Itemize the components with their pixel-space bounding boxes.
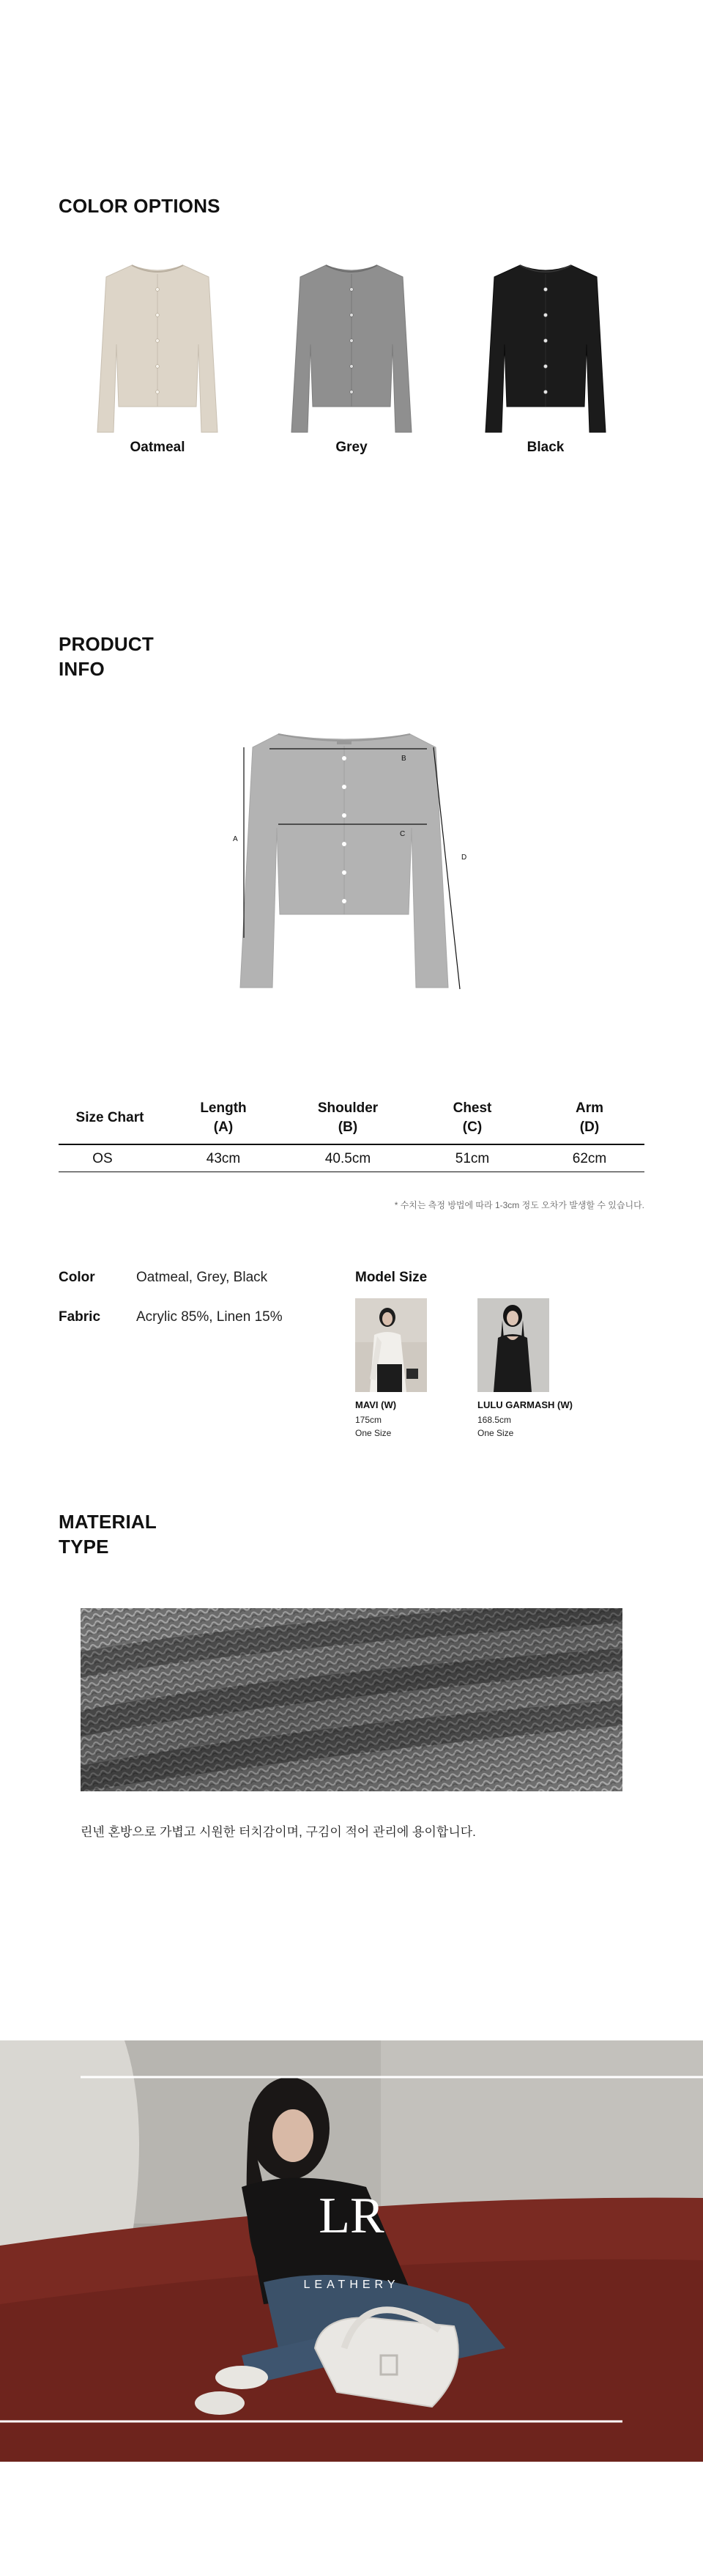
size-chart-header xyxy=(535,1099,644,1137)
model-height-2: 168.5cm xyxy=(477,1415,512,1425)
material-description: 린넨 혼방으로 가볍고 시원한 터치감이며, 구김이 적어 관리에 용이합니다. xyxy=(81,1825,476,1839)
fabric-value: Acrylic 85%, Linen 15% xyxy=(136,1309,283,1325)
product-info-title xyxy=(59,632,154,681)
cell-shoulder: 40.5cm xyxy=(324,1151,371,1166)
header-size-chart: Size Chart xyxy=(75,1110,144,1125)
model-size-title: Model Size xyxy=(355,1270,428,1285)
model-photo-lulu-garmash xyxy=(477,1298,549,1392)
diagram-label-b: B xyxy=(401,755,406,763)
material-title-line2: TYPE xyxy=(59,1536,109,1558)
cardigan-oatmeal-image xyxy=(92,256,223,440)
diagram-label-c: C xyxy=(400,830,406,838)
header-chest-code: (C) xyxy=(462,1119,483,1135)
header-shoulder-code: (B) xyxy=(338,1119,358,1135)
header-arm-code: (D) xyxy=(579,1119,600,1135)
model-photo-mavi xyxy=(355,1298,427,1392)
size-chart-header-row xyxy=(59,1092,644,1145)
size-chart-table xyxy=(59,1092,644,1172)
cell-arm: 62cm xyxy=(572,1151,607,1166)
color-options-title: COLOR OPTIONS xyxy=(59,195,220,217)
color-label-grey: Grey xyxy=(335,440,368,455)
cell-chest: 51cm xyxy=(455,1151,490,1166)
cell-size: OS xyxy=(92,1151,113,1166)
material-type-title xyxy=(59,1509,157,1559)
brand-wordmark: LEATHERY xyxy=(303,2279,400,2291)
header-shoulder: Shoulder xyxy=(317,1100,379,1116)
cell-length: 43cm xyxy=(206,1151,241,1166)
diagram-label-a: A xyxy=(233,835,238,843)
table-row xyxy=(59,1145,644,1172)
product-info-title-line1: PRODUCT xyxy=(59,633,154,655)
header-length-code: (A) xyxy=(213,1119,234,1135)
model-size-1: One Size xyxy=(355,1428,392,1438)
size-diagram xyxy=(220,718,483,996)
cardigan-grey-image xyxy=(286,256,417,440)
measurement-note: * 수치는 측정 방법에 따라 1-3cm 정도 오차가 발생할 수 있습니다. xyxy=(394,1200,644,1210)
material-title-line1: MATERIAL xyxy=(59,1511,157,1533)
product-info-title-line2: INFO xyxy=(59,658,105,680)
fabric-label: Fabric xyxy=(59,1309,101,1325)
color-label-oatmeal: Oatmeal xyxy=(130,440,185,455)
color-label: Color xyxy=(59,1270,95,1285)
model-size-2: One Size xyxy=(477,1428,514,1438)
cardigan-black-image xyxy=(480,256,611,440)
model-name-2: LULU GARMASH (W) xyxy=(477,1399,573,1410)
size-chart-header xyxy=(59,1109,161,1128)
model-name-1: MAVI (W) xyxy=(355,1399,397,1410)
material-texture-image xyxy=(81,1608,622,1791)
size-chart-header xyxy=(286,1099,410,1137)
color-value: Oatmeal, Grey, Black xyxy=(136,1270,268,1285)
size-chart-header xyxy=(161,1099,286,1137)
color-label-black: Black xyxy=(527,440,565,455)
brand-monogram: LR xyxy=(319,2188,384,2244)
lifestyle-photo xyxy=(0,2040,703,2462)
model-height-1: 175cm xyxy=(355,1415,382,1425)
size-chart-header xyxy=(410,1099,535,1137)
diagram-label-d: D xyxy=(461,854,467,862)
header-chest: Chest xyxy=(453,1100,492,1116)
header-arm: Arm xyxy=(575,1100,603,1116)
header-length: Length xyxy=(200,1100,247,1116)
